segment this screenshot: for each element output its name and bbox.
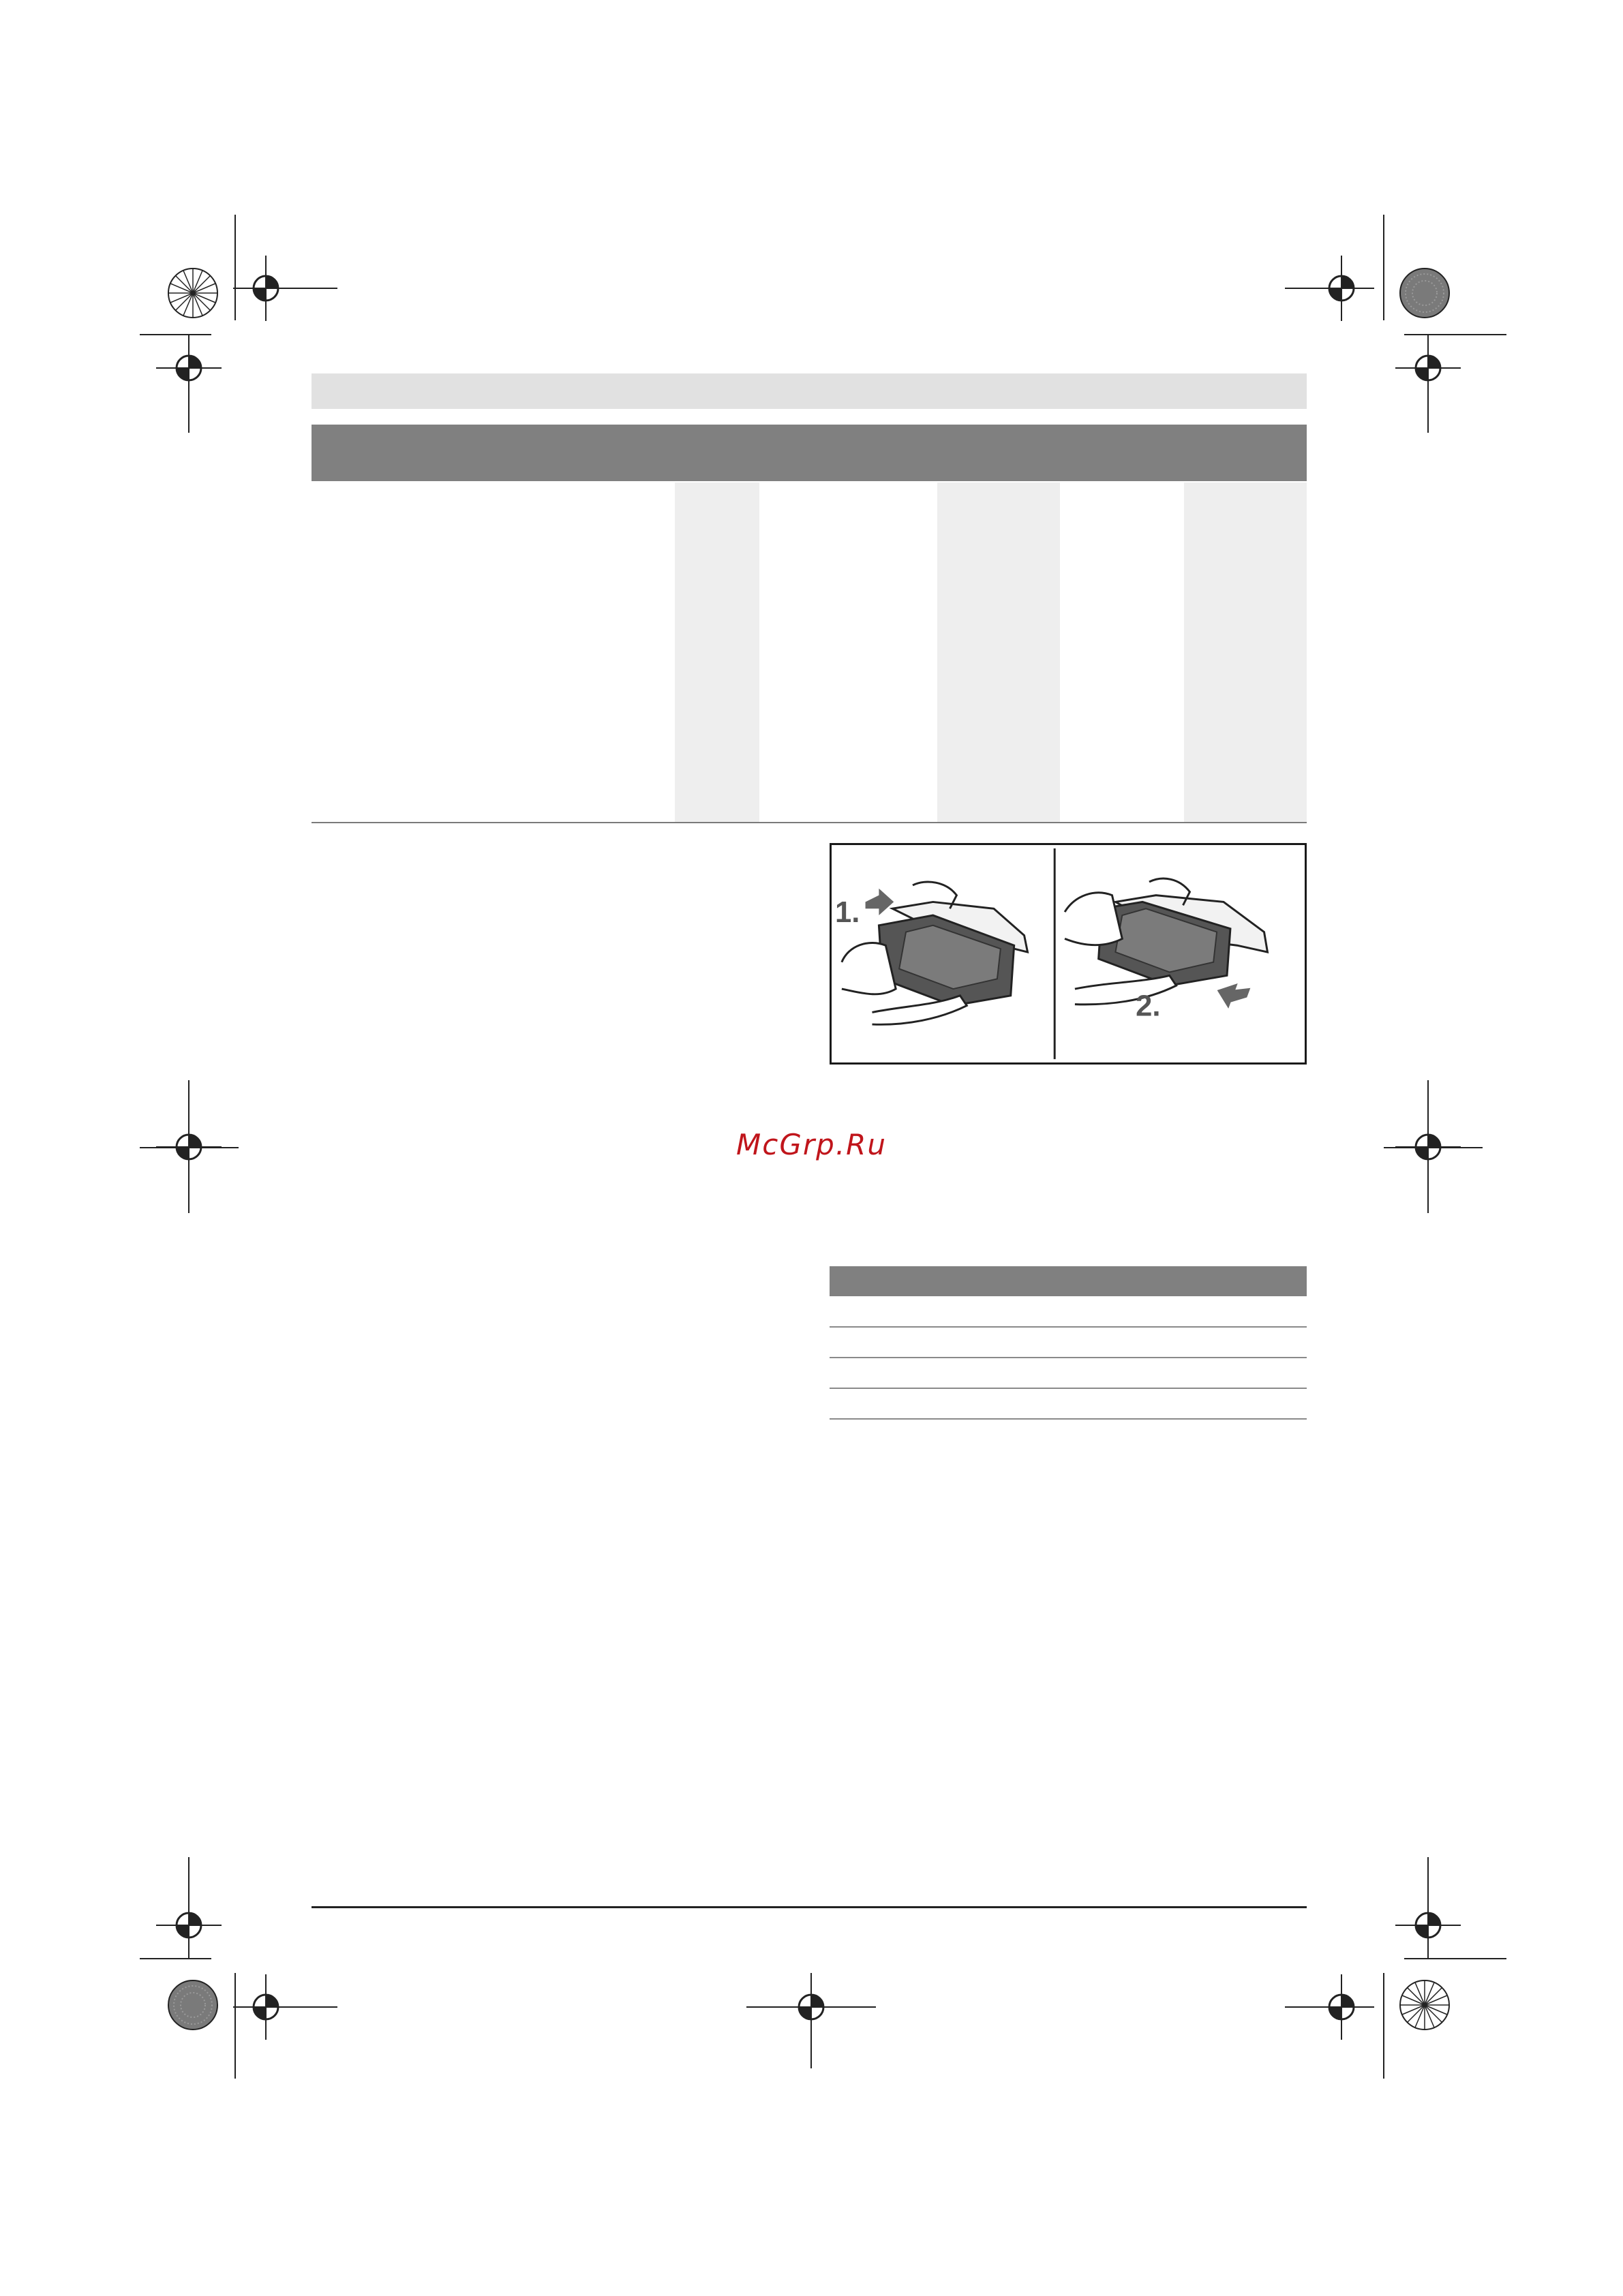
dotted-registration-icon (159, 1971, 227, 2039)
step-2-label: 2. (1136, 990, 1161, 1023)
crop-line (1383, 1973, 1384, 2079)
crop-line (266, 2006, 337, 2008)
header-bar-light (312, 373, 1307, 409)
crop-line (188, 368, 189, 433)
crop-line (234, 1973, 236, 2079)
crop-line (140, 1958, 211, 1959)
crop-line (1285, 2006, 1339, 2008)
crop-line (188, 1857, 189, 1925)
small-table-row-rule (830, 1357, 1307, 1358)
table-bottom-rule (312, 822, 1307, 823)
small-table-row-rule (830, 1326, 1307, 1328)
crop-line (1427, 1857, 1429, 1925)
crop-line (1404, 334, 1506, 335)
crop-line (1285, 288, 1339, 289)
step-1-label: 1. (834, 896, 860, 929)
crop-line (1383, 215, 1384, 320)
footer-rule (312, 1906, 1307, 1908)
watermark-text: McGrp.Ru (736, 1128, 887, 1161)
small-table-row-rule (830, 1388, 1307, 1389)
crop-line (810, 1973, 812, 2068)
table-column-shaded (937, 483, 1060, 822)
radial-registration-icon (159, 259, 227, 327)
crop-line (140, 334, 211, 335)
dotted-registration-icon (1391, 259, 1459, 327)
battery-insertion-figure (830, 843, 1307, 1065)
crop-line (266, 288, 337, 289)
crop-line (234, 215, 236, 320)
table-column-shaded (675, 483, 759, 822)
crop-line (1427, 368, 1429, 433)
crop-line (1404, 1958, 1506, 1959)
radial-registration-icon (1391, 1971, 1459, 2039)
table-column-shaded (1184, 483, 1307, 822)
small-table-row-rule (830, 1418, 1307, 1420)
small-table-header (830, 1266, 1307, 1296)
header-bar-dark (312, 425, 1307, 481)
